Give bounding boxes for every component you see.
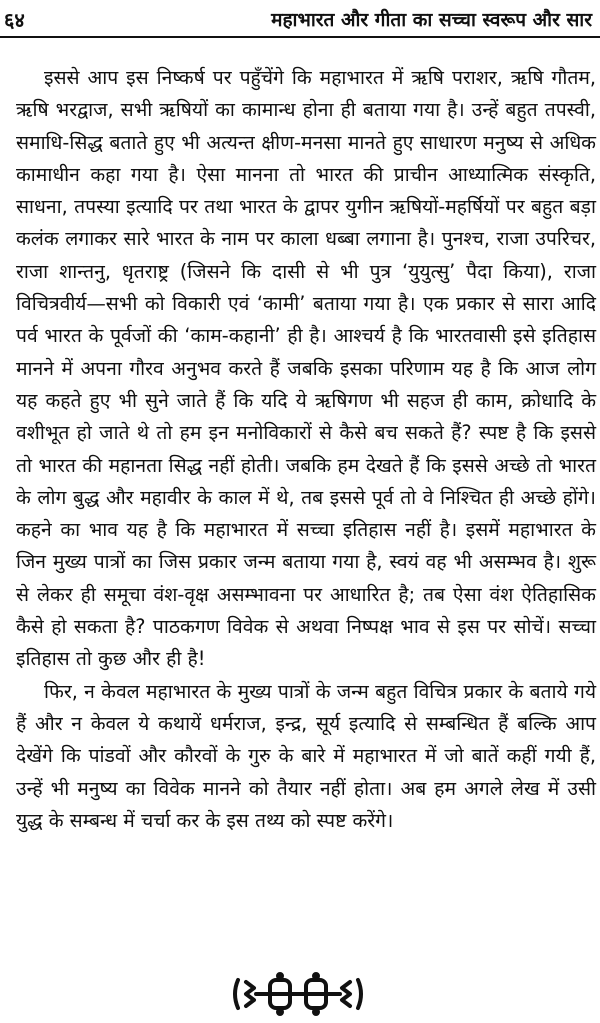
paragraph-2: फिर, न केवल महाभारत के मुख्य पात्रों के जन्म बहुत विचित्र प्रकार के बताये गये हैं और न केवल ये कथायें धर्मराज, इन्द्र, सूर्य इत्यादि से सम्बन्धित हैं बल्कि आप देखेंगे कि पांडवों और कौरवों के गुरु के बारे में महाभारत में जो बातें कहीं गयी हैं, उन्हें भी मनुष्य का विवेक मानने को तैयार नहीं होता। अब हम अगले लेख में उसी युद्ध के सम्बन्ध में चर्चा कर के इस तथ्य को स्पष्ट करेंगे। [16,679,596,832]
page-header [0,0,600,40]
paragraph-1: इससे आप इस निष्कर्ष पर पहुँचेंगे कि महाभारत में ऋषि पराशर, ऋषि गौतम, ऋषि भरद्वाज, सभी ऋषियों का कामान्ध होना ही बताया गया है। उन्हें बहुत तपस्वी, समाधि-सिद्ध बताते हुए भी अत्यन्त क्षीण-मनसा मानते हुए साधारण मनुष्य से अधिक कामाधीन कहा गया है। ऐसा मानना तो भारत की प्राचीन आध्यात्मिक संस्कृति, साधना, तपस्या इत्यादि पर तथा भारत के द्वापर युगीन ऋषियों-महर्षियों पर बहुत बड़ा कलंक लगाकर सारे भारत के नाम पर काला धब्बा लगाना है। पुनश्च, राजा उपरिचर, राजा शान्तनु, धृतराष्ट्र (जिसने कि दासी से भी पुत्र ‘युयुत्सु’ पैदा किया), राजा विचित्रवीर्य—सभी को विकारी एवं ‘कामी’ बताया गया है। एक प्रकार से सारा आदि पर्व भारत के पूर्वजों की ‘काम-कहानी’ ही है। आश्चर्य है कि भारतवासी इसे इतिहास मानने में अपना गौरव अनुभव करते हैं जबकि इसका परिणाम यह है कि आज लोग यह कहते हुए भी सुने जाते हैं कि यदि ये ऋषिगण भी सहज ही काम, क्रोधादि के वशीभूत हो जाते थे तो हम इन मनोविकारों से कैसे बच सकते हैं? स्पष्ट है कि इससे तो भारत की महानता सिद्ध नहीं होती। जबकि हम देखते हैं कि इससे अच्छे तो भारत के लोग बुद्ध और महावीर के काल में थे, तब इससे पूर्व तो वे निश्चित ही अच्छे होंगे। कहने का भाव यह है कि महाभारत में सच्चा इतिहास नहीं है। इसमें महाभारत के जिन मुख्य पात्रों का जिस प्रकार जन्म बताया गया है, स्वयं वह भी असम्भव है। शुरू से लेकर ही समूचा वंश-वृक्ष असम्भावना पर आधारित है; तब ऐसा वंश ऐतिहासिक कैसे हो सकता है? पाठकगण विवेक से अथवा निष्पक्ष भाव से इस पर सोचें। सच्चा इतिहास तो कुछ और ही है! [16,66,596,671]
page-number: ६४ [4,8,25,32]
header-rule [0,36,600,38]
running-title: महाभारत और गीता का सच्चा स्वरूप और सार [271,9,592,31]
decorative-knot-ornament-icon [232,972,376,1016]
body-text [16,62,596,837]
